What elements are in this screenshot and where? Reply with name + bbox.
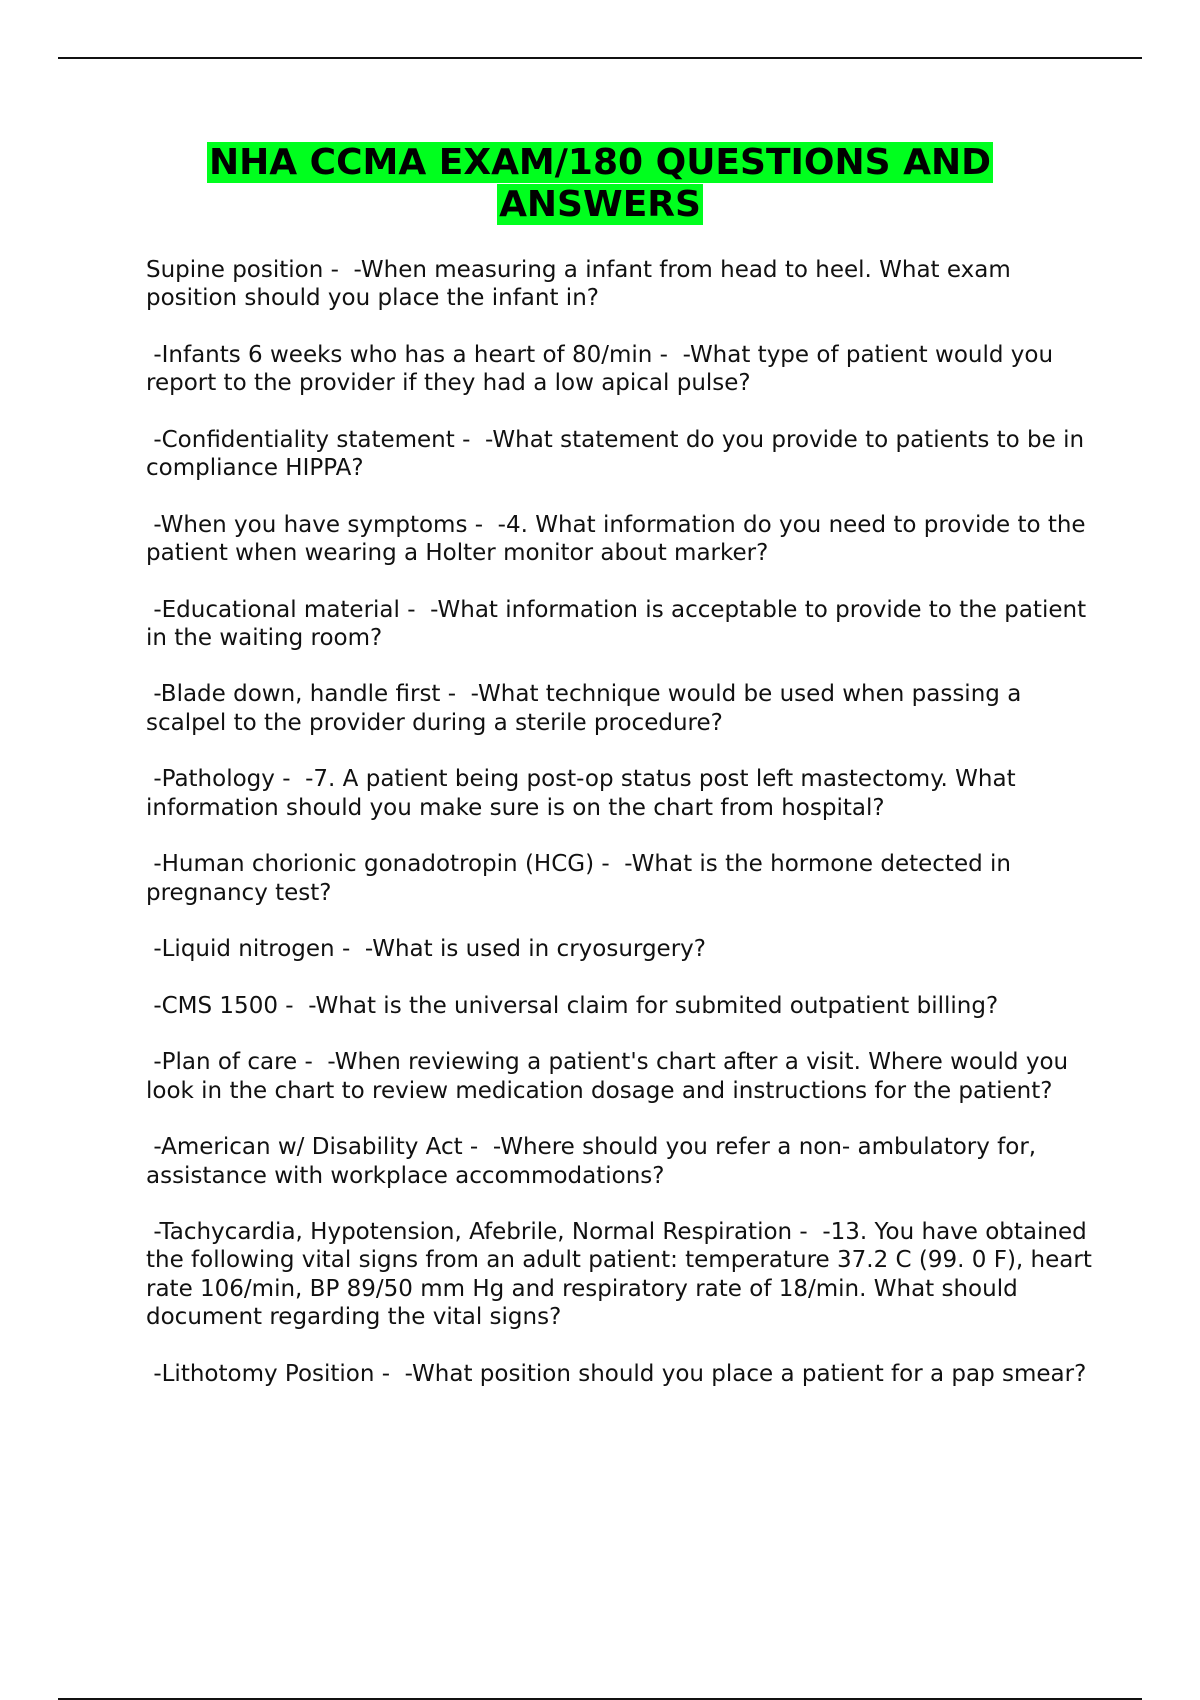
qa-item-12: -American w/ Disability Act - -Where should you refer a non- ambulatory for, assistance with workplace accommodations? bbox=[146, 1134, 1044, 1189]
question-answer-list bbox=[146, 256, 1100, 1416]
qa-item-3: -Confidentiality statement - -What statement do you provide to patients to be in compliance HIPPA? bbox=[146, 426, 1092, 482]
qa-item-5: -Educational material - -What information is acceptable to provide to the patient in the waiting room? bbox=[146, 596, 1094, 651]
qa-item-13: -Tachycardia, Hypotension, Afebrile, Normal Respiration - -13. You have obtained the following vital signs from an adult patient: temperature 37.2 C (99. 0 F), heart rate 106/min, BP 89/50 mm Hg and respiratory rate of 18/min. What should document regarding the vital signs? bbox=[146, 1219, 1100, 1330]
qa-item-7: -Pathology - -7. A patient being post-op status post left mastectomy. What information should you make sure is on the chart from hospital? bbox=[146, 766, 1023, 821]
qa-item-4: -When you have symptoms - -4. What information do you need to provide to the patient when wearing a Holter monitor about marker? bbox=[146, 511, 1093, 566]
qa-item-2: -Infants 6 weeks who has a heart of 80/min - -What type of patient would you report to the provider if they had a low apical pulse? bbox=[146, 341, 1061, 397]
document-title-line-1: NHA CCMA EXAM/180 QUESTIONS AND bbox=[209, 142, 991, 183]
qa-item-11: -Plan of care - -When reviewing a patient's chart after a visit. Where would you look in the chart to review medication dosage and instructions for the patient? bbox=[146, 1049, 1076, 1104]
top-rule bbox=[58, 57, 1142, 59]
document-title bbox=[120, 142, 1080, 226]
qa-item-8: -Human chorionic gonadotropin (HCG) - -What is the hormone detected in pregnancy test? bbox=[146, 851, 1019, 906]
qa-item-6: -Blade down, handle first - -What technique would be used when passing a scalpel to the provider during a sterile procedure? bbox=[146, 681, 1029, 736]
qa-item-1: Supine position - -When measuring a infant from head to heel. What exam position should you place the infant in? bbox=[146, 257, 1019, 312]
qa-item-9: -Liquid nitrogen - -What is used in cryosurgery? bbox=[146, 936, 706, 963]
qa-item-14: -Lithotomy Position - -What position should you place a patient for a pap smear? bbox=[146, 1360, 1087, 1387]
qa-item-10: -CMS 1500 - -What is the universal claim for submited outpatient billing? bbox=[146, 992, 999, 1019]
document-title-line-2: ANSWERS bbox=[499, 184, 701, 225]
